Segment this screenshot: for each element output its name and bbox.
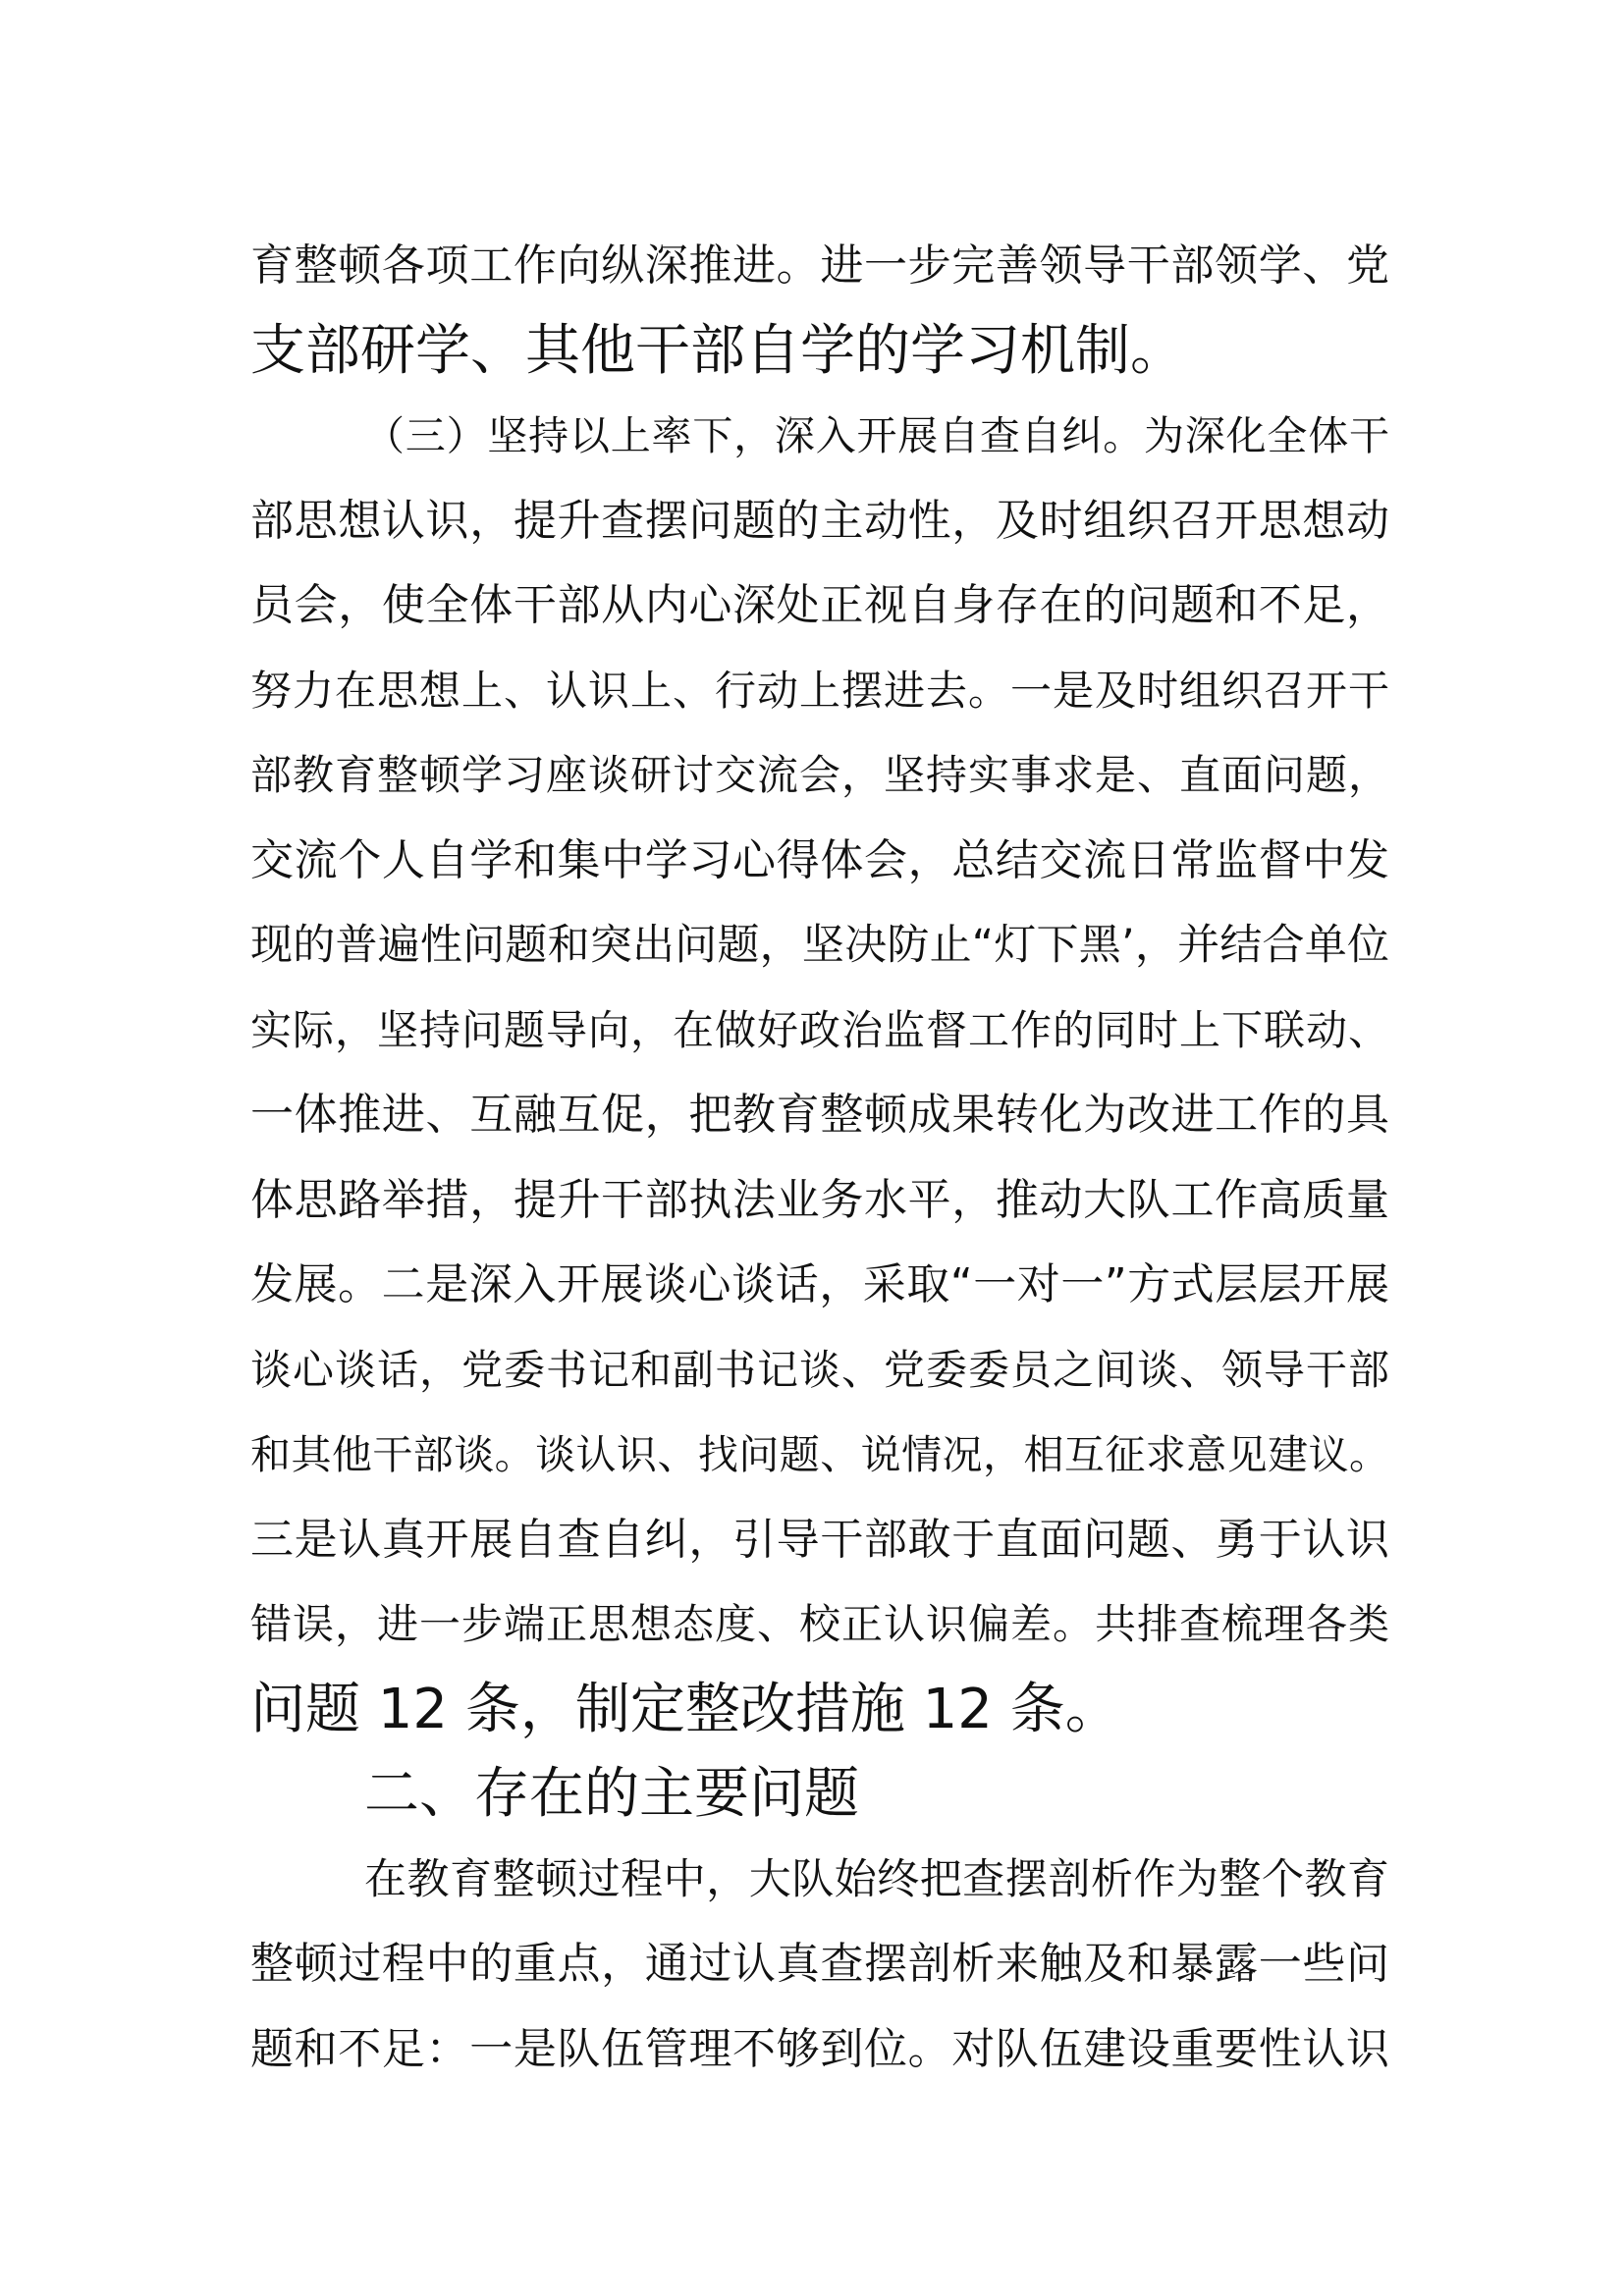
- text-line: 三是认真开展自查自纠，引导干部敢于直面问题、勇于认识: [250, 1514, 1389, 1565]
- text-line: 部思想认识，提升查摆问题的主动性，及时组织召开思想动: [250, 495, 1389, 546]
- section-heading: 二、存在的主要问题: [364, 1762, 859, 1826]
- text-line: 体思路举措，提升干部执法业务水平，推动大队工作高质量: [250, 1174, 1389, 1225]
- text-line: 在教育整顿过程中，大队始终把查摆剖析作为整个教育: [364, 1854, 1389, 1904]
- text-line: 整顿过程中的重点，通过认真查摆剖析来触及和暴露一些问: [250, 1939, 1389, 1989]
- text-line: 错误，进一步端正思想态度、校正认识偏差。共排查梳理各类: [250, 1600, 1389, 1648]
- text-line: 谈心谈话，党委书记和副书记谈、党委委员之间谈、领导干部: [250, 1345, 1389, 1394]
- text-line: 题和不足：一是队伍管理不够到位。对队伍建设重要性认识: [250, 2023, 1389, 2074]
- text-line: 发展。二是深入开展谈心谈话，采取“一对一”方式层层开展: [250, 1259, 1389, 1309]
- document-body: [250, 224, 1389, 2092]
- text-line: 问题 12 条，制定整改措施 12 条。: [250, 1677, 1120, 1741]
- text-line: 部教育整顿学习座谈研讨交流会，坚持实事求是、直面问题，: [250, 751, 1389, 799]
- text-line: 育整顿各项工作向纵深推进。进一步完善领导干部领学、党: [250, 240, 1389, 291]
- text-line: 和其他干部谈。谈认识、找问题、说情况，相互征求意见建议。: [250, 1431, 1389, 1478]
- text-line: 员会，使全体干部从内心深处正视自身存在的问题和不足，: [250, 580, 1389, 630]
- text-line: 支部研学、其他干部自学的学习机制。: [250, 318, 1185, 383]
- text-line: 一体推进、互融互促，把教育整顿成果转化为改进工作的具: [250, 1090, 1389, 1140]
- text-line: （三）坚持以上率下，深入开展自查自纠。为深化全体干: [364, 412, 1389, 459]
- text-line: 实际，坚持问题导向，在做好政治监督工作的同时上下联动、: [250, 1005, 1389, 1054]
- text-line: 现的普遍性问题和突出问题，坚决防止“灯下黑’，并结合单位: [250, 921, 1389, 970]
- text-line: 努力在思想上、认识上、行动上摆进去。一是及时组织召开干: [250, 666, 1389, 715]
- text-line: 交流个人自学和集中学习心得体会，总结交流日常监督中发: [250, 834, 1389, 885]
